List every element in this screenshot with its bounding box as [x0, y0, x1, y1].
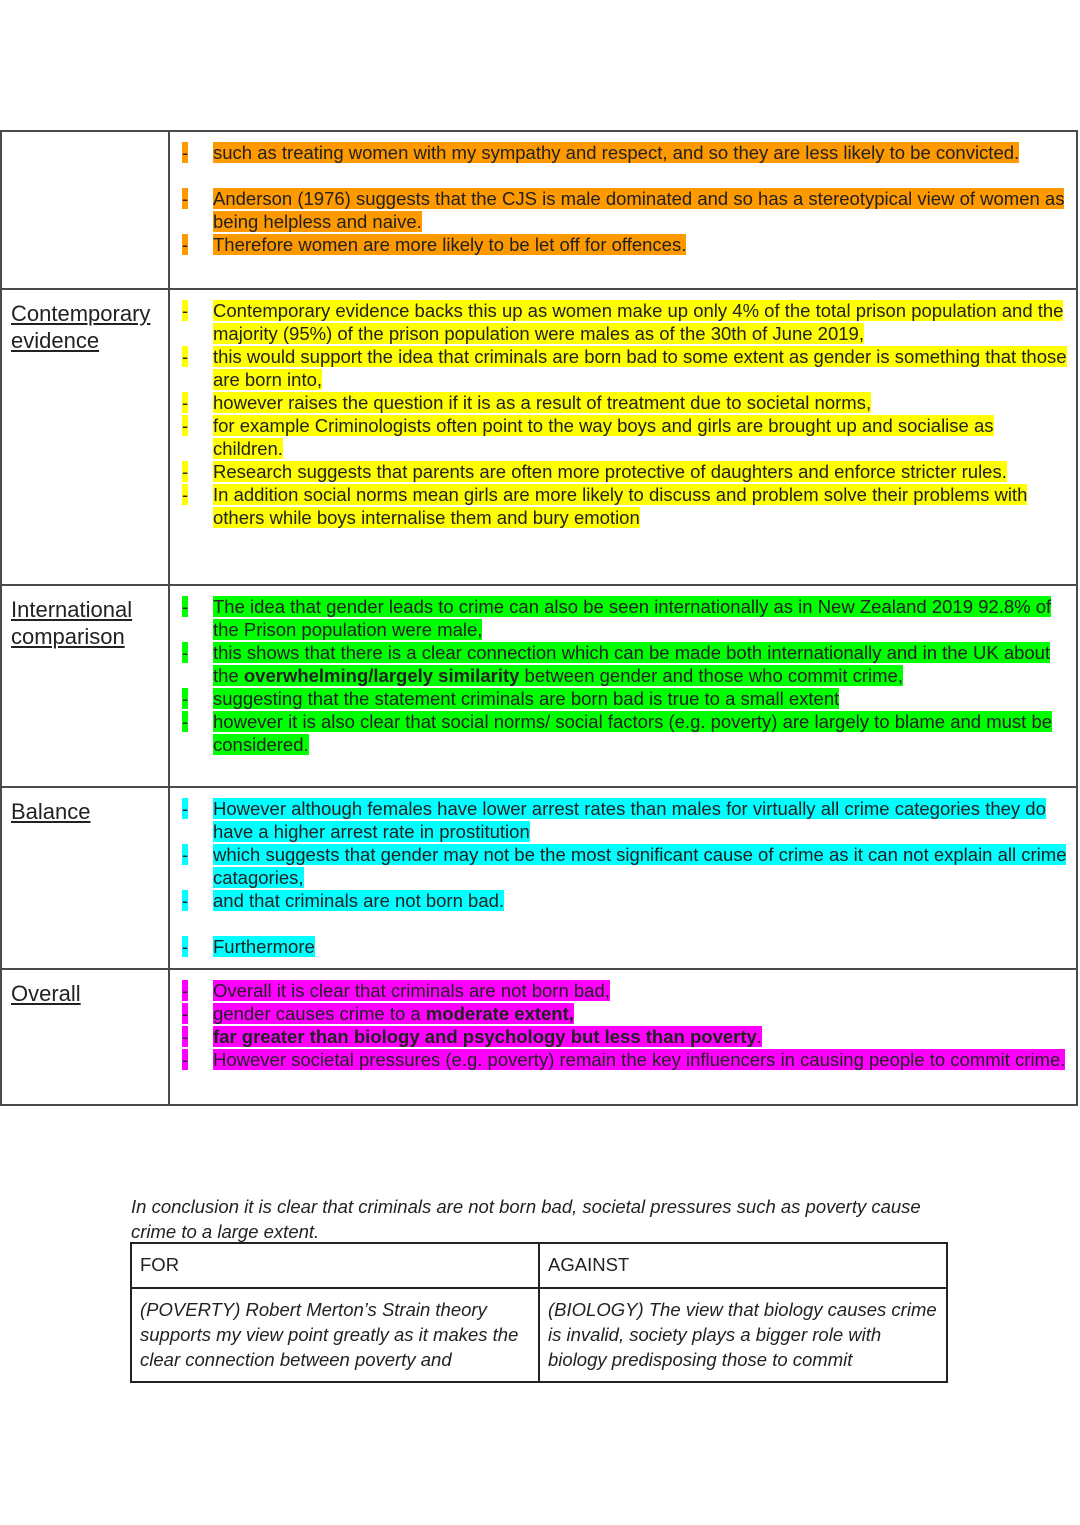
bullet-item	[170, 935, 1068, 958]
bullet-item	[170, 641, 1068, 687]
bullet-text: for example Criminologists often point to the way boys and girls are brought up and socialise as children.	[213, 415, 994, 459]
bullet-dash: -	[182, 711, 189, 732]
bullet-item	[170, 595, 1068, 641]
bullet-bold-text: overwhelming/largely similarity	[243, 665, 520, 686]
row-label-cell	[1, 289, 169, 585]
table-row	[1, 969, 1077, 1105]
bullet-dash: -	[182, 798, 189, 819]
row-content-cell	[169, 289, 1077, 585]
bullet-text: However societal pressures (e.g. poverty) remain the key influencers in causing people to commit crime.	[213, 1049, 1066, 1070]
bullet-text: this would support the idea that criminals are born bad to some extent as gender is something that those are born into,	[213, 346, 1067, 390]
spacer	[170, 164, 1068, 187]
bullet-item	[170, 1002, 1068, 1025]
row-label: Balance	[11, 799, 91, 824]
bullet-dash: -	[182, 936, 189, 957]
bullet-item	[170, 233, 1068, 256]
bullet-text: however it is also clear that social norms/ social factors (e.g. poverty) are largely to blame and must be considered.	[213, 711, 1053, 755]
row-label-cell	[1, 969, 169, 1105]
bullet-item	[170, 710, 1068, 756]
row-label: International comparison	[11, 597, 133, 649]
bullet-dash: -	[182, 461, 189, 482]
bullet-text: However although females have lower arrest rates than males for virtually all crime categories they do have a higher arrest rate in prostitution	[213, 798, 1046, 842]
bullet-text: suggesting that the statement criminals are born bad is true to a small extent	[213, 688, 840, 709]
bullet-item	[170, 414, 1068, 460]
bullet-dash: -	[182, 188, 189, 209]
table-row	[1, 585, 1077, 787]
table-row	[1, 787, 1077, 969]
row-label-cell	[1, 131, 169, 289]
bullet-item	[170, 299, 1068, 345]
bullet-text: In addition social norms mean girls are more likely to discuss and problem solve their problems with others while boys internalise them and bury emotion	[213, 484, 1028, 528]
bullet-item	[170, 187, 1068, 233]
table-row	[1, 131, 1077, 289]
bullet-bold-text: far greater than biology and psychology but less than poverty	[213, 1026, 757, 1047]
for-text: (POVERTY) Robert Merton’s Strain theory supports my view point greatly as it makes the clear connection between poverty and	[131, 1288, 539, 1382]
conclusion-text: In conclusion it is clear that criminals are not born bad, societal pressures such as poverty cause crime to a large extent.	[131, 1196, 921, 1242]
for-against-table	[130, 1242, 948, 1383]
bullet-text: The idea that gender leads to crime can also be seen internationally as in New Zealand 2019 92.8% of the Prison population were male,	[213, 596, 1052, 640]
bullet-text: this shows that there is a clear connection which can be made both internationally and in the UK about the	[213, 642, 1051, 686]
bullet-dash: -	[182, 1003, 189, 1024]
row-content-cell	[169, 969, 1077, 1105]
bullet-dash: -	[182, 484, 189, 505]
bullet-text: such as treating women with my sympathy and respect, and so they are less likely to be convicted.	[213, 142, 1020, 163]
bullet-item	[170, 460, 1068, 483]
bullet-dash: -	[182, 415, 189, 436]
bullet-item	[170, 483, 1068, 529]
bullet-item	[170, 345, 1068, 391]
bullet-item	[170, 1048, 1068, 1071]
bullet-text: however raises the question if it is as a result of treatment due to societal norms,	[213, 392, 872, 413]
spacer	[170, 912, 1068, 935]
bullet-item	[170, 141, 1068, 164]
bullet-dash: -	[182, 346, 189, 367]
row-label-cell	[1, 787, 169, 969]
bullet-text: Contemporary evidence backs this up as women make up only 4% of the total prison population and the majority (95%) of the prison population were males as of the 30th of June 2019,	[213, 300, 1064, 344]
bullet-dash: -	[182, 688, 189, 709]
bullet-text: and that criminals are not born bad.	[213, 890, 505, 911]
bullet-text: Research suggests that parents are often more protective of daughters and enforce stricter rules.	[213, 461, 1007, 482]
row-content-cell	[169, 787, 1077, 969]
bullet-dash: -	[182, 142, 189, 163]
bullet-dash: -	[182, 844, 189, 865]
bullet-item	[170, 797, 1068, 843]
bullet-dash: -	[182, 234, 189, 255]
bullet-text: .	[756, 1026, 762, 1047]
bullet-item	[170, 889, 1068, 912]
bullet-dash: -	[182, 980, 189, 1001]
bullet-item	[170, 979, 1068, 1002]
row-label: Contemporary evidence	[11, 301, 151, 353]
row-label	[2, 132, 168, 142]
bullet-bold-text: moderate extent,	[425, 1003, 574, 1024]
bullet-dash: -	[182, 300, 189, 321]
against-text: (BIOLOGY) The view that biology causes crime is invalid, society plays a bigger role with biology predisposing those to commit	[539, 1288, 947, 1382]
essay-table	[0, 130, 1078, 1106]
bullet-text: gender causes crime to a	[213, 1003, 426, 1024]
row-content-cell	[169, 585, 1077, 787]
bullet-item	[170, 687, 1068, 710]
row-label-cell	[1, 585, 169, 787]
bullet-dash: -	[182, 392, 189, 413]
row-content-cell	[169, 131, 1077, 289]
bullet-text: Furthermore	[213, 936, 315, 957]
bullet-text: Therefore women are more likely to be let off for offences.	[213, 234, 687, 255]
bullet-text: Overall it is clear that criminals are not born bad,	[213, 980, 610, 1001]
bullet-text: Anderson (1976) suggests that the CJS is male dominated and so has a stereotypical view of women as being helpless and naive.	[213, 188, 1065, 232]
bullet-item	[170, 391, 1068, 414]
bullet-dash: -	[182, 1026, 189, 1047]
bullet-dash: -	[182, 890, 189, 911]
bullet-item	[170, 843, 1068, 889]
for-header: FOR	[131, 1243, 539, 1288]
against-header: AGAINST	[539, 1243, 947, 1288]
bullet-dash: -	[182, 642, 189, 663]
row-label: Overall	[11, 981, 81, 1006]
bullet-text: which suggests that gender may not be the most significant cause of crime as it can not explain all crime catagories,	[213, 844, 1067, 888]
bullet-dash: -	[182, 596, 189, 617]
bullet-item	[170, 1025, 1068, 1048]
table-row	[1, 289, 1077, 585]
bullet-text: between gender and those who commit crime,	[519, 665, 903, 686]
bullet-dash: -	[182, 1049, 189, 1070]
